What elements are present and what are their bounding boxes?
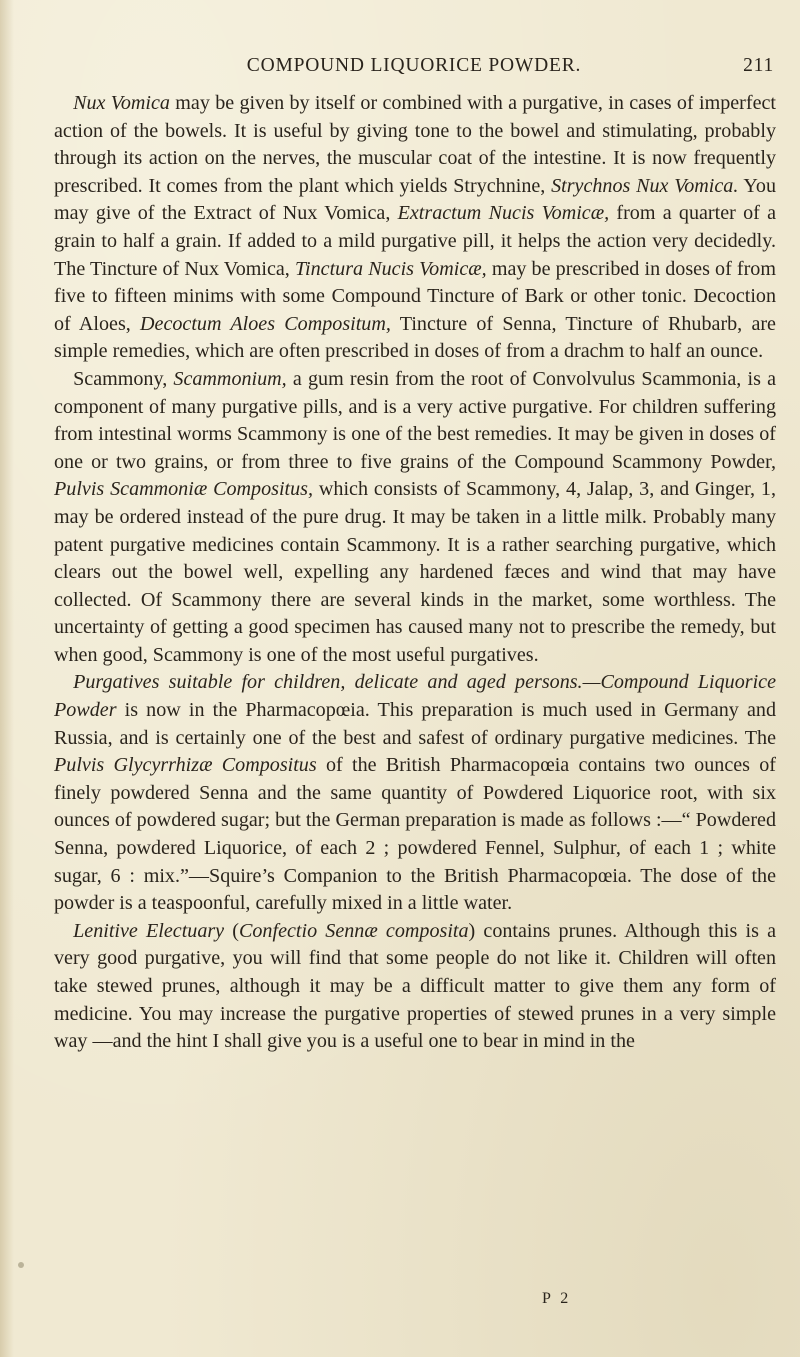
italic-text-run: Purgatives suitable for children, delicate and aged persons.—Compound Liquorice Powder — [54, 671, 776, 722]
italic-text-run: Tinctura Nucis Vomicæ, — [294, 257, 487, 280]
text-run: Tincture of Senna, Tincture of Rhubarb, are simple remedies, which are often prescribed in doses of from a drachm to half an ounce. — [54, 312, 776, 363]
paragraph-scammony — [54, 366, 776, 670]
page-gutter-shadow — [0, 0, 14, 1357]
ink-spot — [18, 1262, 24, 1268]
text-run: a gum resin from the root of Convolvulus Scammonia, is a component of many purgative pills, and is a very active purgative. For children suffering from intestinal worms Scammony is one of the best remedies. It may be given in doses of one or two grains, or from three to five grains of the Compound Scammony Powder, — [54, 367, 776, 473]
text-run: from a quarter of a grain to half a grain. If added to a mild purgative pill, it helps the action very decidedly. The Tincture of Nux Vomica, — [54, 202, 776, 280]
italic-text-run: Pulvis Glycyrrhizæ Compositus — [54, 754, 317, 777]
text-run: You may give of the Extract of Nux Vomica, — [54, 174, 776, 225]
paragraph-purgatives-children — [54, 669, 776, 917]
italic-text-run: Decoctum Aloes Compositum, — [140, 312, 391, 335]
running-head — [54, 55, 774, 85]
text-run: ( — [224, 919, 239, 942]
text-run: may be prescribed in doses of from five to fifteen minims with some Compound Tincture of Bark or other tonic. Decoction of Aloes, — [54, 257, 776, 335]
paragraph-nux-vomica — [54, 90, 776, 366]
italic-text-run: Confectio Sennæ composita — [238, 919, 469, 942]
running-title: COMPOUND LIQUORICE POWDER. — [246, 55, 582, 76]
italic-text-run: Scammonium, — [173, 367, 287, 390]
paragraph-lenitive-electuary — [54, 918, 776, 1056]
text-run: may be given by itself or combined with a purgative, in cases of imperfect action of the bowels. It is useful by giving tone to the bowel and stimulating, probably through its action on the nerves, the muscular coat of the intestine. It is now frequently prescribed. It comes from the plant which yields Strychnine, — [54, 92, 776, 197]
text-run: is now in the Pharmacopœia. This preparation is much used in Germany and Russia, and is certainly one of the best and safest of ordinary purgative medicines. The — [54, 699, 776, 749]
text-run: ) contains prunes. Although this is a very good purgative, you will find that some people do not like it. Children will often take stewed prunes, although it may be a difficult matter to give them any form of medicine. You may increase the purgative properties of stewed prunes in a very simple way —and the hint I shall give you is a useful one to bear in mind in the — [54, 919, 776, 1053]
text-run: Scammony, — [73, 367, 174, 390]
italic-text-run: Strychnos Nux Vomica. — [551, 174, 739, 197]
italic-text-run: Lenitive Electuary — [73, 919, 225, 942]
italic-text-run: Nux Vomica — [73, 92, 170, 114]
text-run: of the British Pharmacopœia contains two ounces of finely powdered Senna and the same quantity of Powdered Liquorice root, with six ounces of powdered sugar; but the German preparation is made as follows :—“ Powdered Senna, powdered Liquorice, of each 2 ; powdered Fennel, Sulphur, of each 1 ; white sugar, 6 : mix.”—Squire’s Companion to the British Pharmacopœia. The dose of the powder is a teaspoonful, carefully mixed in a little water. — [54, 754, 777, 915]
italic-text-run: Pulvis Scammoniæ Compositus, — [54, 478, 314, 501]
page-number: 211 — [743, 55, 774, 76]
italic-text-run: Extractum Nucis Vomicæ, — [397, 202, 610, 225]
signature-mark: P 2 — [542, 1290, 572, 1307]
body-text — [54, 90, 776, 1056]
text-run: which consists of Scammony, 4, Jalap, 3, and Ginger, 1, may be ordered instead of the pure drug. It may be taken in a little milk. Probably many patent purgative medicines contain Scammony. It is a rather searching purgative, which clears out the bowel well, expelling any hardened fæces and wind that may have collected. Of Scammony there are several kinds in the market, some worthless. The uncertainty of getting a good specimen has caused many not to prescribe the remedy, but when good, Scammony is one of the most useful purgatives. — [54, 478, 776, 666]
